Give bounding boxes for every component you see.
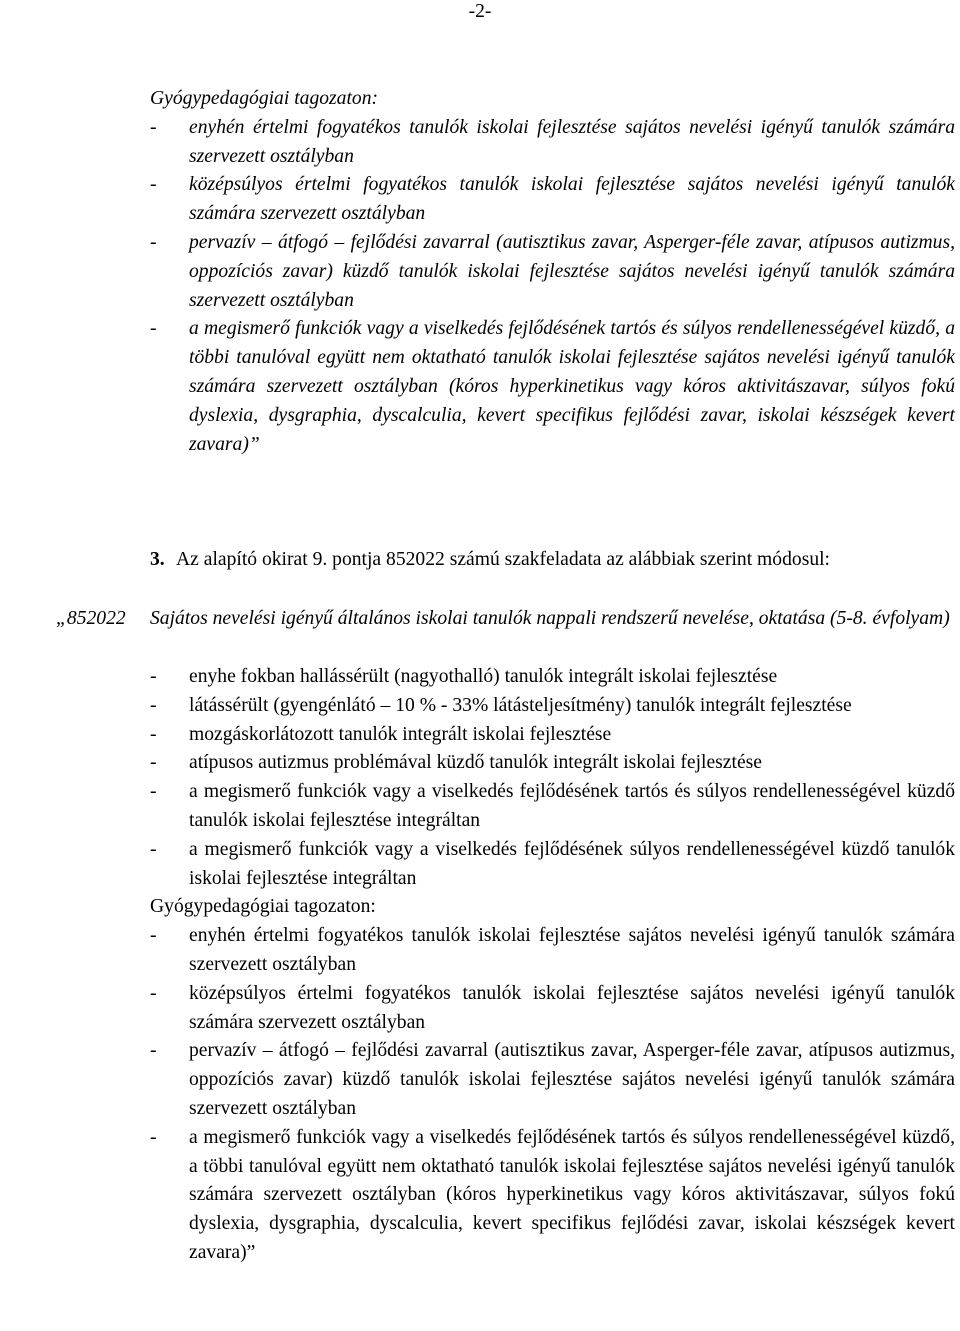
- list-item-text: enyhén értelmi fogyatékos tanulók iskolai fejlesztése sajátos nevelési igényű tanulók számára szervezett osztályban: [189, 925, 955, 975]
- block2-heading: Gyógypedagógiai tagozaton:: [150, 896, 376, 918]
- list-item-text: középsúlyos értelmi fogyatékos tanulók iskolai fejlesztése sajátos nevelési igényű tanulók számára szervezett osztályban: [189, 174, 955, 225]
- dash-marker: -: [150, 231, 157, 253]
- list-item: [150, 229, 955, 315]
- dash-marker: -: [150, 723, 157, 745]
- section-3: [150, 546, 955, 575]
- list-item: [150, 721, 955, 750]
- activity-code: „852022: [56, 608, 126, 629]
- list-item: [150, 836, 955, 894]
- section-number: 3.: [150, 549, 165, 570]
- list-item-text: középsúlyos értelmi fogyatékos tanulók iskolai fejlesztése sajátos nevelési igényű tanulók számára szervezett osztályban: [189, 982, 955, 1033]
- list-item-text: látássérült (gyengénlátó – 10 % - 33% látásteljesítmény) tanulók integrált fejlesztése: [189, 694, 852, 716]
- dash-marker: -: [150, 666, 157, 687]
- dash-marker: -: [150, 838, 157, 860]
- dash-marker: -: [150, 1126, 157, 1148]
- list-item: [150, 922, 955, 980]
- block2: [150, 663, 955, 1268]
- list-item: [150, 749, 955, 778]
- list-item: [150, 692, 955, 721]
- list-item-text: a megismerő funkciók vagy a viselkedés fejlődésének tartós és súlyos rendellenességével küzdő tanulók iskolai fejlesztése integráltan: [189, 781, 955, 831]
- page-number: -2-: [468, 1, 492, 22]
- block1: [150, 85, 955, 459]
- dash-marker: -: [150, 925, 157, 947]
- list-item-text: enyhén értelmi fogyatékos tanulók iskolai fejlesztése sajátos nevelési igényű tanulók számára szervezett osztályban: [189, 116, 955, 167]
- dash-marker: -: [150, 752, 157, 774]
- code-entry: [56, 605, 955, 634]
- dash-marker: -: [150, 1040, 157, 1062]
- list-item-text: pervazív – átfogó – fejlődési zavarral (autisztikus zavar, Asperger-féle zavar, atípusos autizmus, oppozíciós zavar) küzdő tanulók iskolai fejlesztése sajátos nevelési igényű tanulók számára szervezett osztályban: [189, 231, 955, 311]
- list-item: [150, 778, 955, 836]
- dash-marker: -: [150, 694, 157, 716]
- list-item-text: enyhe fokban hallássérült (nagyothalló) tanulók integrált iskolai fejlesztése: [189, 666, 778, 687]
- dash-marker: -: [150, 781, 157, 803]
- list-item-text: a megismerő funkciók vagy a viselkedés fejlődésének súlyos rendellenességével küzdő tanulók iskolai fejlesztése integráltan: [189, 838, 955, 889]
- list-item: [150, 1124, 955, 1268]
- list-item-text: pervazív – átfogó – fejlődési zavarral (autisztikus zavar, Asperger-féle zavar, atípusos autizmus, oppozíciós zavar) küzdő tanulók iskolai fejlesztése sajátos nevelési igényű tanulók számára szervezett osztályban: [189, 1040, 955, 1119]
- list-item: [150, 1037, 955, 1123]
- list-item: [150, 663, 955, 692]
- activity-title: Sajátos nevelési igényű általános iskolai tanulók nappali rendszerű nevelése, oktatása (5-8. évfolyam): [150, 608, 950, 629]
- dash-marker: -: [150, 174, 157, 196]
- list-item: [150, 114, 955, 172]
- dash-marker: -: [150, 318, 157, 340]
- list-item-text: a megismerő funkciók vagy a viselkedés fejlődésének tartós és súlyos rendellenességével küzdő, a többi tanulóval együtt nem oktatható tanulók iskolai fejlesztése sajátos nevelési igényű tanulók számára szervezett osztályban (kóros hyperkinetikus vagy kóros aktivitászavar, súlyos fokú dyslexia, dysgraphia, dyscalculia, kevert specifikus fejlődési zavar, iskolai készségek kevert zavara)”: [189, 318, 955, 455]
- list-item: [150, 171, 955, 229]
- list-item-text: atípusos autizmus problémával küzdő tanulók integrált iskolai fejlesztése: [189, 752, 762, 774]
- section-text: Az alapító okirat 9. pontja 852022 számú szakfeladata az alábbiak szerint módosul:: [176, 549, 830, 570]
- dash-marker: -: [150, 982, 157, 1004]
- list-item-text: mozgáskorlátozott tanulók integrált iskolai fejlesztése: [189, 723, 612, 745]
- list-item-text: a megismerő funkciók vagy a viselkedés fejlődésének tartós és súlyos rendellenességével küzdő, a többi tanulóval együtt nem oktatható tanulók iskolai fejlesztése sajátos nevelési igényű tanulók számára szervezett osztályban (kóros hyperkinetikus vagy kóros aktivitászavar, súlyos fokú dyslexia, dysgraphia, dyscalculia, kevert specifikus fejlődési zavar, iskolai készségek kevert zavara)”: [189, 1126, 955, 1263]
- block1-heading: Gyógypedagógiai tagozaton:: [150, 88, 379, 109]
- dash-marker: -: [150, 116, 157, 138]
- list-item: [150, 315, 955, 459]
- list-item: [150, 980, 955, 1038]
